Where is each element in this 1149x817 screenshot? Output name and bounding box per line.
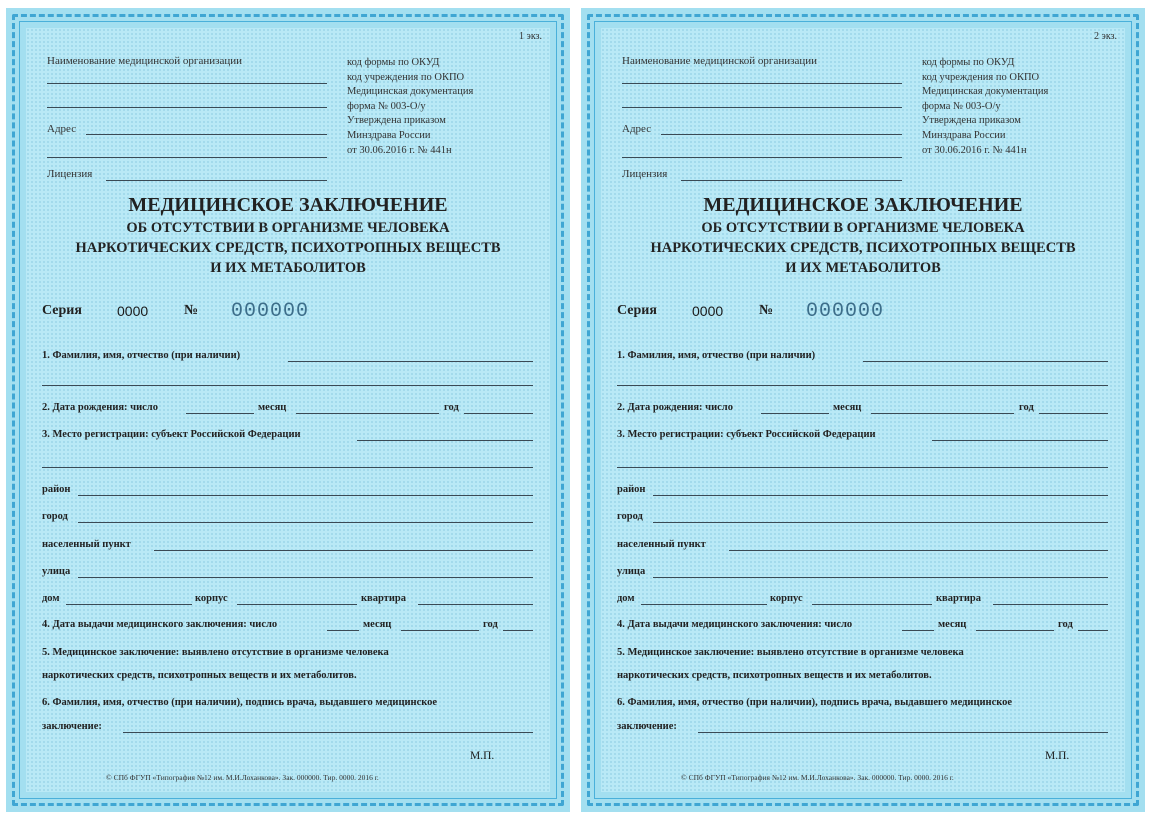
subtitle-line: И ИХ МЕТАБОЛИТОВ — [785, 260, 941, 276]
document-title: МЕДИЦИНСКОЕ ЗАКЛЮЧЕНИЕ — [128, 194, 448, 216]
number-label: № — [759, 303, 774, 318]
org-name-label: Наименование медицинской организации — [47, 55, 242, 67]
issue-year-label: год — [483, 619, 498, 630]
apartment-line[interactable] — [418, 604, 533, 605]
birth-month-line[interactable] — [871, 413, 1014, 414]
form-page-copy-2 — [581, 8, 1145, 812]
birth-day-line[interactable] — [761, 413, 829, 414]
subtitle-line: ОБ ОТСУТСТВИИ В ОРГАНИЗМЕ ЧЕЛОВЕКА — [701, 220, 1025, 236]
birth-year-label: год — [444, 402, 459, 413]
birth-day-line[interactable] — [186, 413, 254, 414]
street-line[interactable] — [653, 577, 1108, 578]
form-meta-line: Медицинская документация — [347, 86, 474, 98]
form-meta-line: форма № 003-О/у — [922, 100, 1001, 112]
issue-month-line[interactable] — [976, 630, 1054, 631]
form-meta-line: Медицинская документация — [922, 86, 1049, 98]
district-line[interactable] — [78, 495, 533, 496]
settlement-label: населенный пункт — [42, 539, 131, 550]
field-6-doctor-label-2: заключение: — [42, 721, 102, 732]
address-line-2[interactable] — [622, 157, 902, 158]
field-3-registration-label: 3. Место регистрации: субъект Российской Федерации — [617, 429, 876, 440]
issue-month-label: месяц — [938, 619, 967, 630]
form-body — [601, 28, 1125, 792]
house-line[interactable] — [66, 604, 192, 605]
birth-year-label: год — [1019, 402, 1034, 413]
settlement-line[interactable] — [729, 550, 1108, 551]
document-subtitle — [601, 218, 1125, 278]
address-line[interactable] — [661, 134, 902, 135]
field-5-conclusion-text: 5. Медицинское заключение: выявлено отсутствие в организме человека — [42, 647, 389, 658]
form-meta-line: Минздрава России — [347, 129, 431, 141]
series-value: 0000 — [692, 303, 724, 319]
field-2-birth-label: 2. Дата рождения: число — [42, 402, 158, 413]
district-label: район — [617, 484, 646, 495]
field-2-birth-label: 2. Дата рождения: число — [617, 402, 733, 413]
region-line[interactable] — [932, 440, 1108, 441]
house-label: дом — [617, 593, 635, 604]
issue-year-line[interactable] — [503, 630, 533, 631]
field-4-issue-date-label: 4. Дата выдачи медицинского заключения: число — [42, 619, 278, 630]
field-6-doctor-label: 6. Фамилия, имя, отчество (при наличии), подпись врача, выдавшего медицинское — [42, 697, 438, 708]
fio-line[interactable] — [863, 361, 1108, 362]
city-label: город — [42, 511, 68, 522]
license-line[interactable] — [681, 180, 902, 181]
form-meta-line: Утверждена приказом — [922, 115, 1021, 127]
address-label: Адрес — [622, 123, 652, 135]
form-meta-line: код формы по ОКУД — [347, 57, 440, 68]
fio-line[interactable] — [288, 361, 533, 362]
subtitle-line: И ИХ МЕТАБОЛИТОВ — [210, 260, 366, 276]
city-line[interactable] — [653, 522, 1108, 523]
field-4-issue-date-label: 4. Дата выдачи медицинского заключения: число — [617, 619, 853, 630]
field-5-conclusion-text-2: наркотических средств, психотропных веществ и их метаболитов. — [617, 670, 932, 681]
street-label: улица — [617, 566, 646, 577]
doctor-signature-line[interactable] — [698, 732, 1108, 733]
address-line[interactable] — [86, 134, 327, 135]
birth-year-line[interactable] — [1039, 413, 1108, 414]
doctor-signature-line[interactable] — [123, 732, 533, 733]
birth-year-line[interactable] — [464, 413, 533, 414]
org-name-line-2[interactable] — [622, 107, 902, 108]
form-meta-line: код формы по ОКУД — [922, 57, 1015, 68]
subtitle-line: НАРКОТИЧЕСКИХ СРЕДСТВ, ПСИХОТРОПНЫХ ВЕЩЕСТВ — [75, 240, 501, 256]
field-5-conclusion-text-2: наркотических средств, психотропных веществ и их метаболитов. — [42, 670, 357, 681]
birth-month-line[interactable] — [296, 413, 439, 414]
copy-label: 1 экз. — [519, 31, 542, 42]
issue-month-label: месяц — [363, 619, 392, 630]
subtitle-line: НАРКОТИЧЕСКИХ СРЕДСТВ, ПСИХОТРОПНЫХ ВЕЩЕСТВ — [650, 240, 1076, 256]
street-line[interactable] — [78, 577, 533, 578]
form-body — [26, 28, 550, 792]
settlement-label: населенный пункт — [617, 539, 706, 550]
series-label: Серия — [617, 303, 657, 318]
birth-month-label: месяц — [833, 402, 862, 413]
birth-month-label: месяц — [258, 402, 287, 413]
org-name-line[interactable] — [47, 83, 327, 84]
field-1-fio-label: 1. Фамилия, имя, отчество (при наличии) — [42, 350, 241, 361]
building-label: корпус — [770, 593, 803, 604]
form-meta-line: от 30.06.2016 г. № 441н — [347, 144, 452, 156]
issue-day-line[interactable] — [327, 630, 359, 631]
copy-label: 2 экз. — [1094, 31, 1117, 42]
building-line[interactable] — [812, 604, 932, 605]
number-label: № — [184, 303, 199, 318]
house-line[interactable] — [641, 604, 767, 605]
license-line[interactable] — [106, 180, 327, 181]
form-meta — [347, 56, 473, 158]
field-5-conclusion-text: 5. Медицинское заключение: выявлено отсутствие в организме человека — [617, 647, 964, 658]
printer-footer: © СПб ФГУП «Типография №12 им. М.И.Лоханкова». Зак. 000000. Тир. 0000. 2016 г. — [106, 773, 379, 782]
field-1-fio-label: 1. Фамилия, имя, отчество (при наличии) — [617, 350, 816, 361]
issue-year-line[interactable] — [1078, 630, 1108, 631]
license-label: Лицензия — [622, 168, 668, 180]
issue-month-line[interactable] — [401, 630, 479, 631]
street-label: улица — [42, 566, 71, 577]
form-meta-line: код учреждения по ОКПО — [347, 71, 465, 83]
apartment-label: квартира — [936, 593, 981, 604]
subtitle-line: ОБ ОТСУТСТВИИ В ОРГАНИЗМЕ ЧЕЛОВЕКА — [126, 220, 450, 236]
settlement-line[interactable] — [154, 550, 533, 551]
form-meta-line: Минздрава России — [922, 129, 1006, 141]
fio-line-2[interactable] — [617, 385, 1108, 386]
city-line[interactable] — [78, 522, 533, 523]
address-label: Адрес — [47, 123, 77, 135]
field-6-doctor-label: 6. Фамилия, имя, отчество (при наличии), подпись врача, выдавшего медицинское — [617, 697, 1013, 708]
printer-footer: © СПб ФГУП «Типография №12 им. М.И.Лоханкова». Зак. 000000. Тир. 0000. 2016 г. — [681, 773, 954, 782]
form-meta — [922, 56, 1048, 158]
region-line-2[interactable] — [42, 467, 533, 468]
house-label: дом — [42, 593, 60, 604]
field-6-doctor-label-2: заключение: — [617, 721, 677, 732]
series-label: Серия — [42, 303, 82, 318]
form-page-copy-1 — [6, 8, 570, 812]
issue-day-line[interactable] — [902, 630, 934, 631]
building-line[interactable] — [237, 604, 357, 605]
field-3-registration-label: 3. Место регистрации: субъект Российской Федерации — [42, 429, 301, 440]
org-name-label: Наименование медицинской организации — [622, 55, 817, 67]
region-line[interactable] — [357, 440, 533, 441]
org-name-line[interactable] — [622, 83, 902, 84]
issue-year-label: год — [1058, 619, 1073, 630]
org-name-line-2[interactable] — [47, 107, 327, 108]
form-meta-line: Утверждена приказом — [347, 115, 446, 127]
address-line-2[interactable] — [47, 157, 327, 158]
form-meta-line: форма № 003-О/у — [347, 100, 426, 112]
city-label: город — [617, 511, 643, 522]
apartment-line[interactable] — [993, 604, 1108, 605]
district-label: район — [42, 484, 71, 495]
apartment-label: квартира — [361, 593, 406, 604]
series-value: 0000 — [117, 303, 149, 319]
form-meta-line: код учреждения по ОКПО — [922, 71, 1040, 83]
district-line[interactable] — [653, 495, 1108, 496]
stamp-placeholder: М.П. — [470, 750, 495, 762]
number-value: 000000 — [806, 300, 885, 323]
building-label: корпус — [195, 593, 228, 604]
license-label: Лицензия — [47, 168, 93, 180]
document-title: МЕДИЦИНСКОЕ ЗАКЛЮЧЕНИЕ — [703, 194, 1023, 216]
stamp-placeholder: М.П. — [1045, 750, 1070, 762]
form-meta-line: от 30.06.2016 г. № 441н — [922, 144, 1027, 156]
region-line-2[interactable] — [617, 467, 1108, 468]
number-value: 000000 — [231, 300, 310, 323]
document-subtitle — [26, 218, 550, 278]
fio-line-2[interactable] — [42, 385, 533, 386]
